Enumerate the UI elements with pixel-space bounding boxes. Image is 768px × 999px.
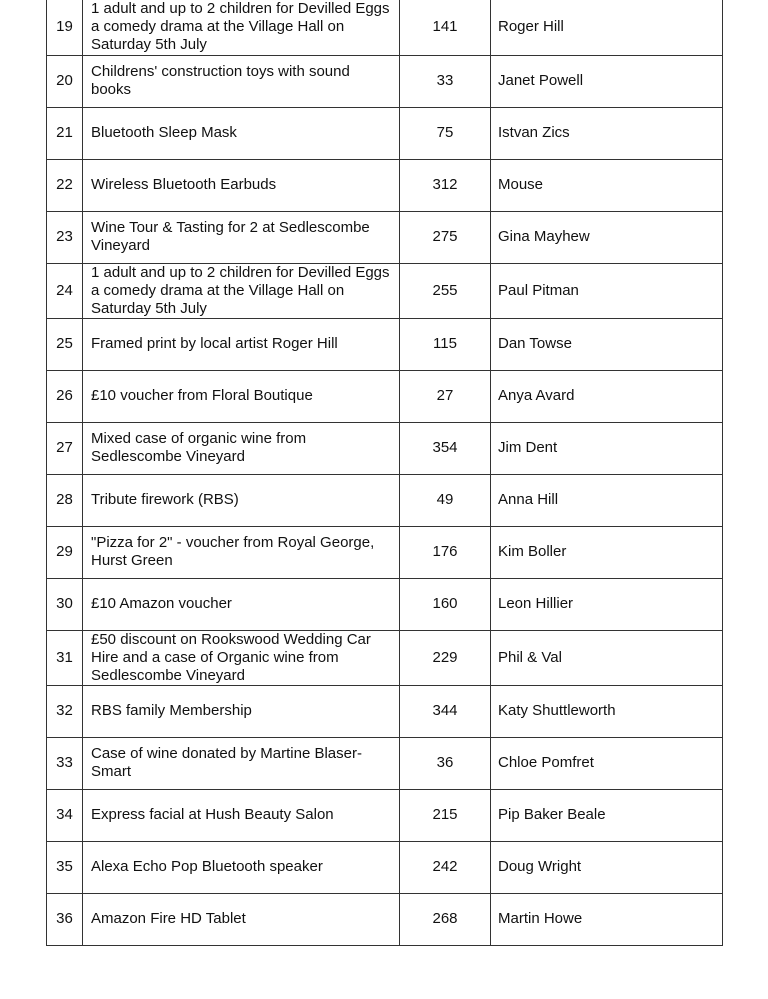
- ticket-number: 255: [400, 263, 491, 318]
- prize-description: RBS family Membership: [83, 685, 400, 737]
- ticket-number: 176: [400, 526, 491, 578]
- ticket-number: 242: [400, 841, 491, 893]
- ticket-number: 27: [400, 370, 491, 422]
- prize-description: Childrens' construction toys with sound books: [83, 55, 400, 107]
- winner-name: Martin Howe: [491, 893, 723, 945]
- table-row: [47, 370, 723, 422]
- prize-number: 26: [47, 370, 83, 422]
- table-row: [47, 685, 723, 737]
- table-row: [47, 789, 723, 841]
- prize-description: Tribute firework (RBS): [83, 474, 400, 526]
- winner-name: Roger Hill: [491, 0, 723, 55]
- prize-number: 20: [47, 55, 83, 107]
- prize-description: Bluetooth Sleep Mask: [83, 107, 400, 159]
- table-row: [47, 893, 723, 945]
- prize-number: 22: [47, 159, 83, 211]
- prize-description: Framed print by local artist Roger Hill: [83, 318, 400, 370]
- ticket-number: 344: [400, 685, 491, 737]
- ticket-number: 36: [400, 737, 491, 789]
- ticket-number: 275: [400, 211, 491, 263]
- prize-description: £10 voucher from Floral Boutique: [83, 370, 400, 422]
- ticket-number: 141: [400, 0, 491, 55]
- prize-number: 36: [47, 893, 83, 945]
- winner-name: Mouse: [491, 159, 723, 211]
- table-row: [47, 211, 723, 263]
- ticket-number: 312: [400, 159, 491, 211]
- table-row: [47, 159, 723, 211]
- prize-number: 21: [47, 107, 83, 159]
- ticket-number: 115: [400, 318, 491, 370]
- winner-name: Janet Powell: [491, 55, 723, 107]
- winner-name: Kim Boller: [491, 526, 723, 578]
- prize-description: Amazon Fire HD Tablet: [83, 893, 400, 945]
- prize-number: 25: [47, 318, 83, 370]
- prize-description: Wine Tour & Tasting for 2 at Sedlescombe Vineyard: [83, 211, 400, 263]
- prize-number: 27: [47, 422, 83, 474]
- winner-name: Phil & Val: [491, 630, 723, 685]
- prize-description: "Pizza for 2" - voucher from Royal George, Hurst Green: [83, 526, 400, 578]
- table-row: [47, 737, 723, 789]
- prize-number: 28: [47, 474, 83, 526]
- prize-description: £50 discount on Rookswood Wedding Car Hire and a case of Organic wine from Sedlescombe Vineyard: [83, 630, 400, 685]
- ticket-number: 33: [400, 55, 491, 107]
- table-row: [47, 474, 723, 526]
- winner-name: Leon Hillier: [491, 578, 723, 630]
- winner-name: Gina Mayhew: [491, 211, 723, 263]
- winner-name: Dan Towse: [491, 318, 723, 370]
- prize-number: 33: [47, 737, 83, 789]
- prize-number: 35: [47, 841, 83, 893]
- ticket-number: 75: [400, 107, 491, 159]
- prize-number: 23: [47, 211, 83, 263]
- ticket-number: 354: [400, 422, 491, 474]
- ticket-number: 160: [400, 578, 491, 630]
- table-row: [47, 630, 723, 685]
- table-row: [47, 526, 723, 578]
- prize-description: Case of wine donated by Martine Blaser-Smart: [83, 737, 400, 789]
- winner-name: Chloe Pomfret: [491, 737, 723, 789]
- prize-winners-table: [46, 0, 723, 946]
- ticket-number: 49: [400, 474, 491, 526]
- winner-name: Anya Avard: [491, 370, 723, 422]
- prize-description: Express facial at Hush Beauty Salon: [83, 789, 400, 841]
- prize-number: 30: [47, 578, 83, 630]
- winner-name: Anna Hill: [491, 474, 723, 526]
- prize-number: 29: [47, 526, 83, 578]
- prize-number: 34: [47, 789, 83, 841]
- prize-description: £10 Amazon voucher: [83, 578, 400, 630]
- prize-number: 19: [47, 0, 83, 55]
- ticket-number: 215: [400, 789, 491, 841]
- winner-name: Pip Baker Beale: [491, 789, 723, 841]
- prize-description: Wireless Bluetooth Earbuds: [83, 159, 400, 211]
- table-row: [47, 578, 723, 630]
- table-row: [47, 422, 723, 474]
- table-row: [47, 107, 723, 159]
- prize-number: 31: [47, 630, 83, 685]
- winner-name: Paul Pitman: [491, 263, 723, 318]
- ticket-number: 229: [400, 630, 491, 685]
- prize-description: Mixed case of organic wine from Sedlescombe Vineyard: [83, 422, 400, 474]
- winner-name: Doug Wright: [491, 841, 723, 893]
- prize-number: 32: [47, 685, 83, 737]
- ticket-number: 268: [400, 893, 491, 945]
- table-row: [47, 841, 723, 893]
- table-row: [47, 318, 723, 370]
- winner-name: Jim Dent: [491, 422, 723, 474]
- winner-name: Katy Shuttleworth: [491, 685, 723, 737]
- table-row: [47, 263, 723, 318]
- prize-description: 1 adult and up to 2 children for Devilled Eggs a comedy drama at the Village Hall on Saturday 5th July: [83, 0, 400, 55]
- prize-number: 24: [47, 263, 83, 318]
- table-row: [47, 0, 723, 55]
- prize-description: Alexa Echo Pop Bluetooth speaker: [83, 841, 400, 893]
- winner-name: Istvan Zics: [491, 107, 723, 159]
- prize-description: 1 adult and up to 2 children for Devilled Eggs a comedy drama at the Village Hall on Saturday 5th July: [83, 263, 400, 318]
- table-row: [47, 55, 723, 107]
